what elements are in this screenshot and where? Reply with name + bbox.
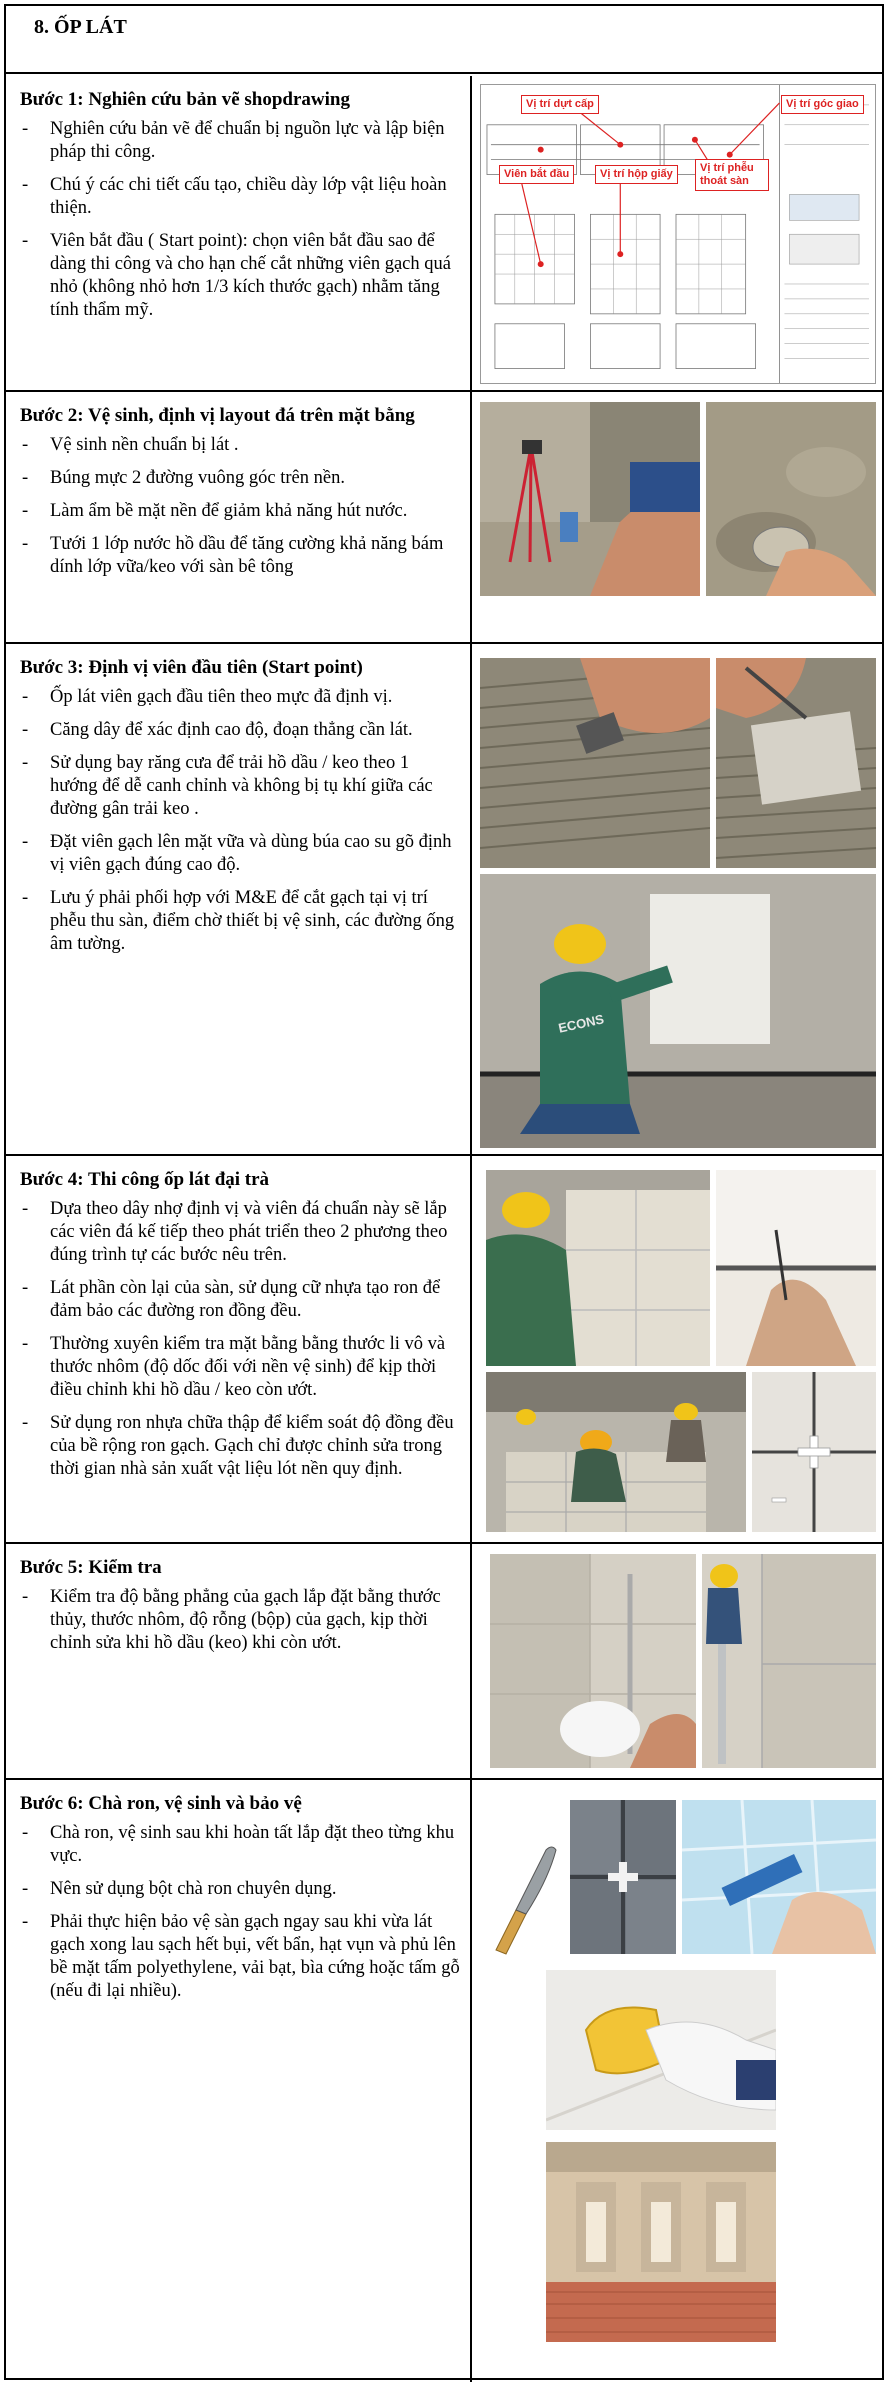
step-4-item: - Thường xuyên kiểm tra mặt bằng bằng thước li vô và thước nhôm (độ dốc đối với nền vệ sinh) để kịp thời điều chỉnh khi hồ dầu / keo còn ướt. <box>20 1333 460 1402</box>
step-4-item: - Dựa theo dây nhợ định vị và viên đá chuẩn này sẽ lắp các viên đá kế tiếp theo phát triển theo 2 phương theo đúng trình tự các bước nêu trên. <box>20 1198 460 1267</box>
step-2-item: - Vệ sinh nền chuẩn bị lát . <box>20 434 460 457</box>
step-3-images <box>474 644 882 1154</box>
step-1-images <box>474 76 882 390</box>
shopdrawing-lines <box>481 85 875 383</box>
finished-floor-photo <box>546 2142 776 2342</box>
step-1-item: - Viên bắt đầu ( Start point): chọn viên bắt đầu sao để dàng thi công và cho hạn chế cắt những viên gạch quá nhỏ (không nhỏ hơn 1/3 kích thước gạch) nhằm tăng tính thẩm mỹ. <box>20 230 460 322</box>
step-4-row <box>6 1156 882 1544</box>
grout-trowel-tool-image <box>486 1830 566 1960</box>
trowel-adhesive-photo <box>480 658 710 868</box>
tile-spacer-photo <box>752 1372 876 1532</box>
worker-wall-tiling-photo <box>480 874 876 1148</box>
step-6-item: - Nên sử dụng bột chà ron chuyên dụng. <box>20 1878 460 1901</box>
step-4-text <box>6 1156 472 1542</box>
document-page <box>4 4 884 2380</box>
section-header <box>6 6 882 74</box>
step-2-item: - Tưới 1 lớp nước hồ dầu để tăng cường khả năng bám dính lớp vữa/keo với sàn bê tông <box>20 533 460 579</box>
floor-tiling-crew-photo <box>486 1372 746 1532</box>
wet-floor-photo <box>706 402 876 596</box>
drawing-tag: Vị trí hộp giấy <box>595 165 678 184</box>
step-6-row <box>6 1780 882 2382</box>
step-4-images <box>474 1156 882 1542</box>
helmet-logo-text: ECONS <box>556 1011 606 1036</box>
step-4-item: - Lát phần còn lại của sàn, sử dụng cữ nhựa tạo ron để đảm bảo các đường ron đồng đều. <box>20 1277 460 1323</box>
section-title: 8. ỐP LÁT <box>34 16 127 38</box>
step-3-item: - Căng dây để xác định cao độ, đoạn thẳng cần lát. <box>20 719 460 742</box>
tile-placement-photo <box>716 658 876 868</box>
step-2-item: - Búng mực 2 đường vuông góc trên nền. <box>20 467 460 490</box>
step-6-title: Bước 6: Chà ron, vệ sinh và bảo vệ <box>20 1793 302 1814</box>
step-2-images <box>474 392 882 642</box>
grout-cross-photo <box>570 1800 676 1954</box>
drawing-tag: Viên bắt đầu <box>499 165 574 184</box>
aluminium-ruler-photo <box>702 1554 876 1768</box>
level-check-photo <box>490 1554 696 1768</box>
step-1-text <box>6 76 472 390</box>
wall-tiling-photo <box>486 1170 710 1366</box>
drawing-tag: Vị trí phễu thoát sàn <box>695 159 769 191</box>
grout-gap-photo <box>716 1170 876 1366</box>
step-6-item: - Chà ron, vệ sinh sau khi hoàn tất lắp đặt theo từng khu vực. <box>20 1822 460 1868</box>
step-3-item: - Sử dụng bay răng cưa để trải hồ dầu / keo theo 1 hướng để dễ canh chỉnh và không bị tụ khí giữa các đường gân trải keo . <box>20 752 460 821</box>
step-5-images <box>474 1544 882 1778</box>
step-5-row <box>6 1544 882 1780</box>
step-2-item: - Làm ẩm bề mặt nền để giảm khả năng hút nước. <box>20 500 460 523</box>
step-4-item: - Sử dụng ron nhựa chữa thập để kiểm soát độ đồng đều của bề rộng ron gạch. Gạch chỉ được chỉnh sửa trong thời gian nhà sản xuất vật liệu lót nền quy định. <box>20 1412 460 1481</box>
step-3-title: Bước 3: Định vị viên đầu tiên (Start point) <box>20 657 363 678</box>
step-2-title: Bước 2: Vệ sinh, định vị layout đá trên mặt bằng <box>20 405 415 426</box>
step-5-title: Bước 5: Kiểm tra <box>20 1557 162 1578</box>
drawing-tag: Vị trí dựt cấp <box>521 95 599 114</box>
step-6-images <box>474 1780 882 2382</box>
shopdrawing-image <box>480 84 876 384</box>
drawing-tag: Vị trí góc giao <box>781 95 864 114</box>
step-3-row <box>6 644 882 1156</box>
step-6-text <box>6 1780 472 2382</box>
step-5-text <box>6 1544 472 1778</box>
step-1-item: - Chú ý các chi tiết cấu tạo, chiều dày lớp vật liệu hoàn thiện. <box>20 174 460 220</box>
step-3-text <box>6 644 472 1154</box>
step-2-text <box>6 392 472 642</box>
step-3-item: - Đặt viên gạch lên mặt vữa và dùng búa cao su gõ định vị viên gạch đúng cao độ. <box>20 831 460 877</box>
step-1-item: - Nghiên cứu bản vẽ để chuẩn bị nguồn lực và lập biện pháp thi công. <box>20 118 460 164</box>
step-1-row <box>6 76 882 392</box>
step-1-title: Bước 1: Nghiên cứu bản vẽ shopdrawing <box>20 89 350 110</box>
step-3-item: - Lưu ý phải phối hợp với M&E để cắt gạch tại vị trí phễu thu sàn, điểm chờ thiết bị vệ sinh, các đường ống âm tường. <box>20 887 460 956</box>
step-6-item: - Phải thực hiện bảo vệ sàn gạch ngay sau khi vừa lát gạch xong lau sạch hết bụi, vết bẩn, hạt vụn và phủ lên bề mặt tấm polyethylene, vải bạt, bìa cứng hoặc tấm gỗ (nếu đi lại nhiều). <box>20 1911 460 2003</box>
sponge-cleaning-photo <box>546 1970 776 2130</box>
step-3-item: - Ốp lát viên gạch đầu tiên theo mực đã định vị. <box>20 686 460 709</box>
grout-float-photo <box>682 1800 876 1954</box>
step-4-title: Bước 4: Thi công ốp lát đại trà <box>20 1169 270 1190</box>
step-2-row <box>6 392 882 644</box>
step-5-item: - Kiểm tra độ bằng phẳng của gạch lắp đặt bằng thước thủy, thước nhôm, độ rỗng (bộp) của gạch, kịp thời chỉnh sửa khi hồ dầu (keo) khi còn ướt. <box>20 1586 460 1655</box>
surveying-photo <box>480 402 700 596</box>
